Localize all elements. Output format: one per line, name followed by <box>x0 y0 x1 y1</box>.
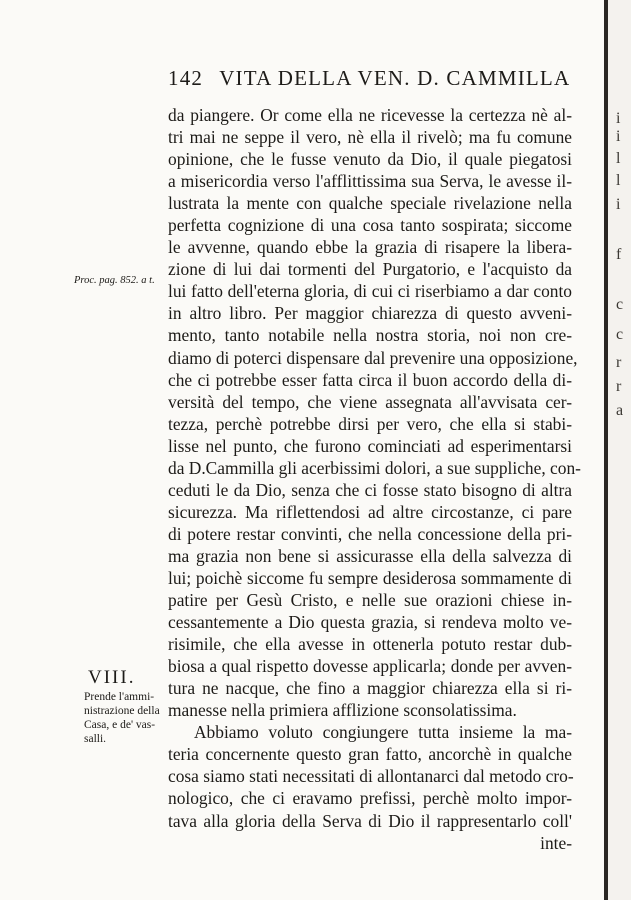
text-line: teria concernente questo gran fatto, ancorchè in qualche <box>168 744 572 765</box>
text-line: lui; poichè siccome fu sempre desiderosa sommamente di <box>168 567 572 588</box>
body-text <box>168 104 581 854</box>
page-number: 142 <box>168 66 204 90</box>
text-line: in altro libro. Per maggior chiarezza di questo avveni- <box>168 303 572 324</box>
facing-page-fragment: l <box>616 172 621 189</box>
text-line: sicurezza. Ma riflettendosi ad altre circostanze, ci pare <box>168 501 572 522</box>
facing-page-fragment: c <box>616 296 624 313</box>
margin-summary-line: nistrazione della <box>84 705 160 717</box>
facing-page-fragment: r <box>616 378 622 395</box>
text-line: mento, tanto notabile nella nostra storia, noi non cre- <box>168 325 572 346</box>
text-line: patire per Gesù Cristo, e nelle sue orazioni chiese in- <box>168 590 572 611</box>
text-line: zione di lui dai tormenti del Purgatorio, e l'acquisto da <box>168 259 572 280</box>
margin-summary-line: salli. <box>84 733 107 745</box>
text-line: tezza, perchè potrebbe dirsi per vero, che ella si stabi- <box>168 413 572 434</box>
text-line: tura ne nacque, che fino a maggior chiarezza ella si ri- <box>168 678 572 699</box>
facing-page-fragment: a <box>616 402 624 419</box>
text-line: da piangere. Or come ella ne ricevesse la certezza nè al- <box>168 105 572 125</box>
facing-page-fragment: l <box>616 150 621 167</box>
margin-citation: Proc. pag. 852. a t. <box>74 275 155 286</box>
text-line: le avvenne, quando ebbe la grazia di risapere la libera- <box>168 237 572 258</box>
facing-page-fragment: i <box>616 110 621 127</box>
text-line: manesse nella primiera afflizione sconsolatissima. <box>168 700 517 721</box>
facing-page-fragment: f <box>616 246 622 263</box>
text-line: ma grazia non bene si assicurasse ella della salvezza di <box>168 545 572 566</box>
text-line: da D.Cammilla gli acerbissimi dolori, a sue suppliche, con- <box>168 457 581 478</box>
text-line: versità del tempo, che viene assegnata all'avvisata cer- <box>168 391 572 412</box>
text-line: cessantemente a Dio questa grazia, si rendeva molto ve- <box>168 612 572 633</box>
text-line: tri mai ne seppe il vero, nè ella il rivelò; ma fu comune <box>168 127 572 148</box>
text-line: perfetta cognizione di una cosa tanto sospirata; siccome <box>168 215 572 236</box>
margin-summary-line: Casa, e de' vas- <box>84 719 156 731</box>
section-number: VIII. <box>88 667 136 688</box>
text-line: nologico, che ci eravamo prefissi, perchè molto impor- <box>168 788 572 809</box>
facing-page-fragment: r <box>616 354 622 371</box>
text-line: lui fatto dell'eterna gloria, di cui ci riserbiamo a dar conto <box>168 281 572 302</box>
text-line: diamo di poterci dispensare dal prevenire una opposizione, <box>168 347 578 368</box>
text-line: di potere restar convinti, che nella concessione della pri- <box>168 523 572 544</box>
text-line: che ci potrebbe esser fatta circa il buon accordo della di- <box>168 369 572 390</box>
text-line: tava alla gloria della Serva di Dio il rappresentarlo coll' <box>168 810 572 831</box>
margin-summary-line: Prende l'ammi- <box>84 691 155 703</box>
running-head <box>168 66 578 91</box>
facing-page-fragment: c <box>616 326 624 343</box>
text-line: ceduti le da Dio, senza che ci fosse stato bisogno di altra <box>168 479 572 500</box>
facing-page-fragment: i <box>616 128 621 145</box>
text-line: risimile, che ella avesse in ottenerla potuto restar dub- <box>168 634 572 655</box>
facing-page-fragment: i <box>616 196 621 213</box>
text-line: a misericordia verso l'afflittissima sua Serva, le avesse il- <box>168 171 572 192</box>
text-line: lisse nel punto, che furono cominciati ad esperimentarsi <box>168 435 572 456</box>
text-line: cosa siamo stati necessitati di allontanarci dal metodo cro- <box>168 766 574 787</box>
margin-summary <box>84 690 168 746</box>
catchword: inte- <box>540 832 572 853</box>
text-line: biosa a qual rispetto dovesse applicarla; donde per avven- <box>168 656 572 677</box>
running-title: VITA DELLA VEN. D. CAMMILLA <box>219 66 571 90</box>
text-line: Abbiamo voluto congiungere tutta insieme la ma- <box>194 722 572 743</box>
text-line: opinione, che le fusse venuto da Dio, il quale piegatosi <box>168 149 572 170</box>
text-line: lustrata la mente con qualche speciale rivelazione nella <box>168 193 572 214</box>
